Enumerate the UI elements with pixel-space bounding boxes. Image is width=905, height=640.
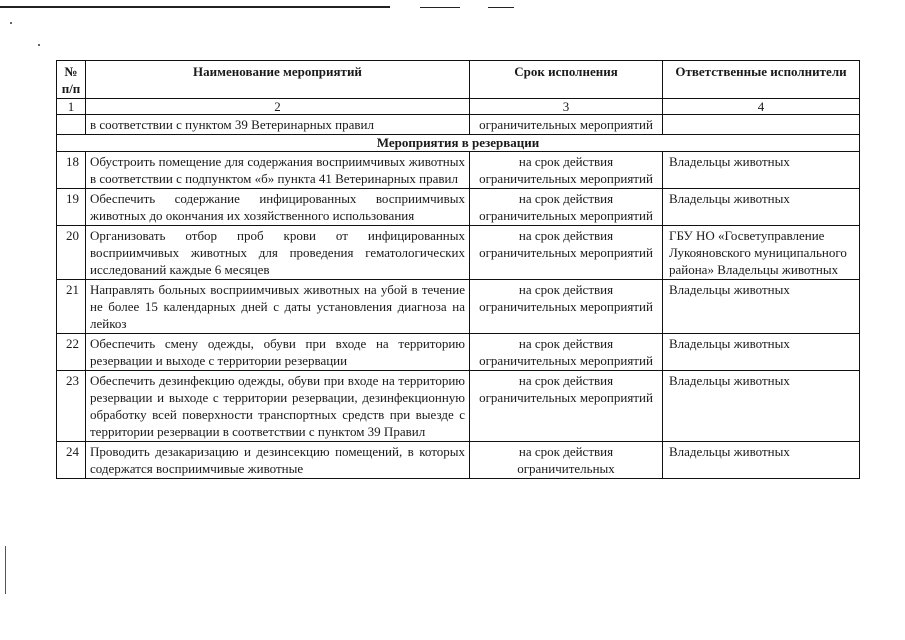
section-row xyxy=(57,135,860,152)
row-responsible: Владельцы животных xyxy=(663,442,860,479)
row-term: на срок действия ограничительных xyxy=(470,442,663,479)
header-name: Наименование мероприятий xyxy=(86,61,470,99)
scan-top-line-fragment xyxy=(420,7,460,8)
scan-speck xyxy=(10,22,12,24)
row-name: Обустроить помещение для содержания восприимчивых животных в соответствии с подпунктом «б» пункта 41 Ветеринарных правил xyxy=(86,152,470,189)
scan-speck xyxy=(38,44,40,46)
row-num: 18 xyxy=(57,152,86,189)
table-header-row xyxy=(57,61,860,99)
row-num xyxy=(57,115,86,135)
table-row xyxy=(57,371,860,442)
row-term: на срок действия ограничительных мероприятий xyxy=(470,334,663,371)
row-num: 22 xyxy=(57,334,86,371)
continuation-row xyxy=(57,115,860,135)
row-responsible: Владельцы животных xyxy=(663,189,860,226)
column-numbers-row xyxy=(57,99,860,115)
row-responsible: Владельцы животных xyxy=(663,371,860,442)
table-row xyxy=(57,442,860,479)
section-title: Мероприятия в резервации xyxy=(57,135,860,152)
scan-top-line-fragment xyxy=(488,7,514,8)
row-name: в соответствии с пунктом 39 Ветеринарных правил xyxy=(86,115,470,135)
row-num: 24 xyxy=(57,442,86,479)
row-num: 19 xyxy=(57,189,86,226)
row-term: на срок действия ограничительных мероприятий xyxy=(470,226,663,280)
column-number: 2 xyxy=(86,99,470,115)
row-responsible xyxy=(663,115,860,135)
row-responsible: Владельцы животных xyxy=(663,334,860,371)
row-name: Проводить дезакаризацию и дезинсекцию помещений, в которых содержатся восприимчивые животные xyxy=(86,442,470,479)
row-name: Направлять больных восприимчивых животных на убой в течение не более 15 календарных дней с даты установления диагноза на лейкоз xyxy=(86,280,470,334)
row-name: Обеспечить дезинфекцию одежды, обуви при входе на территорию резервации и выходе с территории резервации, дезинфекционную обработку всей поверхности транспортных средств при выезде с территории резервации в соответствии с пунктом 39 Правил xyxy=(86,371,470,442)
row-responsible: ГБУ НО «Госветуправление Лукояновского муниципального района» Владельцы животных xyxy=(663,226,860,280)
table-row xyxy=(57,226,860,280)
row-responsible: Владельцы животных xyxy=(663,280,860,334)
column-number: 1 xyxy=(57,99,86,115)
scan-margin-mark xyxy=(5,546,6,594)
header-responsible: Ответственные исполнители xyxy=(663,61,860,99)
scan-top-line xyxy=(0,6,390,8)
measures-table xyxy=(56,60,860,479)
row-name: Организовать отбор проб крови от инфицированных восприимчивых животных для проведения гематологических исследований каждые 6 месяцев xyxy=(86,226,470,280)
header-term: Срок исполнения xyxy=(470,61,663,99)
column-number: 4 xyxy=(663,99,860,115)
row-num: 23 xyxy=(57,371,86,442)
row-term: ограничительных мероприятий xyxy=(470,115,663,135)
table-row xyxy=(57,189,860,226)
table-row xyxy=(57,152,860,189)
column-number: 3 xyxy=(470,99,663,115)
row-term: на срок действия ограничительных мероприятий xyxy=(470,152,663,189)
row-num: 21 xyxy=(57,280,86,334)
row-term: на срок действия ограничительных мероприятий xyxy=(470,189,663,226)
header-num: № п/п xyxy=(57,61,86,99)
row-responsible: Владельцы животных xyxy=(663,152,860,189)
row-num: 20 xyxy=(57,226,86,280)
row-name: Обеспечить смену одежды, обуви при входе на территорию резервации и выходе с территории резервации xyxy=(86,334,470,371)
row-term: на срок действия ограничительных мероприятий xyxy=(470,280,663,334)
table-row xyxy=(57,280,860,334)
row-term: на срок действия ограничительных мероприятий xyxy=(470,371,663,442)
row-name: Обеспечить содержание инфицированных восприимчивых животных до окончания их хозяйственного использования xyxy=(86,189,470,226)
table-row xyxy=(57,334,860,371)
